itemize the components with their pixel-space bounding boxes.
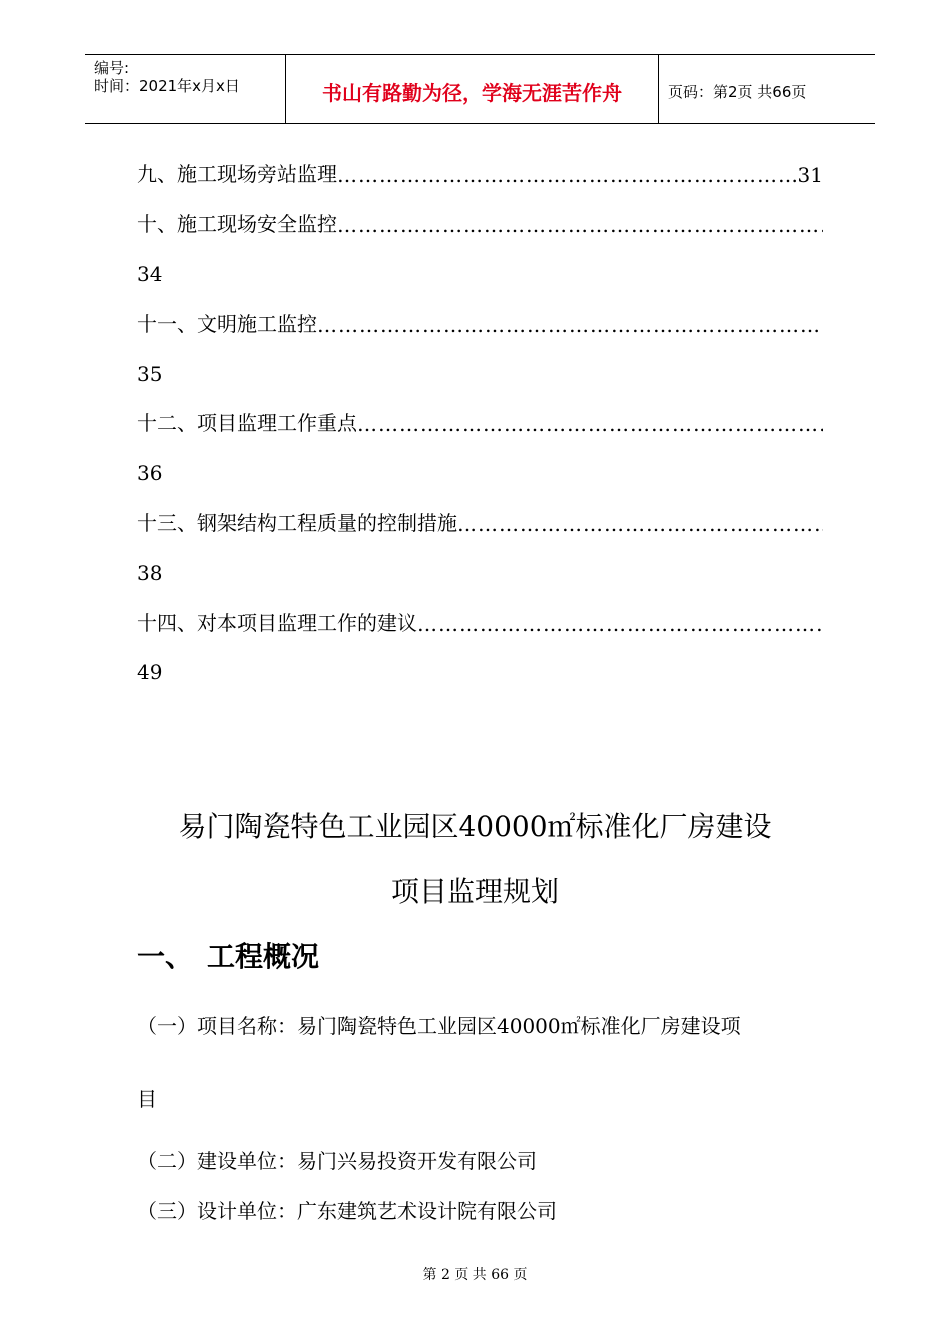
toc-entry-page: 35	[137, 362, 163, 386]
page-header	[85, 54, 875, 124]
toc-leader	[337, 163, 798, 187]
toc-entry-page: 34	[137, 262, 163, 286]
code-label: 编号:	[94, 59, 130, 77]
section-title: 工程概况	[207, 940, 320, 973]
toc-entry[interactable]	[137, 606, 823, 636]
toc-entry-title: 九、施工现场旁站监理	[137, 162, 337, 186]
overview-item-project-name-cont: 目	[137, 1087, 157, 1111]
toc-entry[interactable]	[137, 406, 823, 436]
toc-entry-page: 38	[137, 561, 163, 585]
toc-entry-page: 36	[137, 461, 163, 485]
header-motto: 书山有路勤为径，学海无涯苦作舟	[286, 55, 659, 123]
header-page-info: 页码：第2页 共66页	[668, 82, 807, 101]
toc-leader	[337, 213, 823, 237]
toc-leader	[317, 313, 823, 337]
header-meta	[85, 55, 286, 123]
toc-entry-title: 十二、项目监理工作重点	[137, 411, 357, 435]
toc-leader	[357, 412, 823, 436]
toc-entry[interactable]	[137, 307, 823, 337]
document-title: 易门陶瓷特色工业园区40000㎡标准化厂房建设	[178, 810, 772, 843]
section-heading	[137, 935, 319, 975]
section-number: 一、	[137, 940, 194, 973]
toc-entry-page: 49	[137, 660, 163, 684]
toc-leader	[457, 512, 823, 536]
toc-entry-title: 十、施工现场安全监控	[137, 212, 337, 236]
toc-leader	[417, 612, 823, 636]
document-subtitle: 项目监理规划	[390, 875, 559, 908]
page-footer: 第 2 页 共 66 页	[422, 1267, 528, 1283]
time-label: 时间：2021年x月x日	[94, 77, 240, 95]
overview-item-designer: （三）设计单位：广东建筑艺术设计院有限公司	[137, 1199, 557, 1223]
toc-entry-title: 十一、文明施工监控	[137, 312, 317, 336]
toc-entry[interactable]	[137, 506, 823, 536]
toc-entry-title: 十三、钢架结构工程质量的控制措施	[137, 511, 457, 535]
toc-entry[interactable]	[137, 207, 823, 237]
toc-entry-page: 31	[797, 163, 823, 187]
overview-item-client: （二）建设单位：易门兴易投资开发有限公司	[137, 1149, 537, 1173]
overview-item-project-name: （一）项目名称：易门陶瓷特色工业园区40000㎡标准化厂房建设项	[137, 1014, 741, 1038]
toc-entry-title: 十四、对本项目监理工作的建议	[137, 611, 417, 635]
toc-entry[interactable]	[137, 157, 823, 187]
